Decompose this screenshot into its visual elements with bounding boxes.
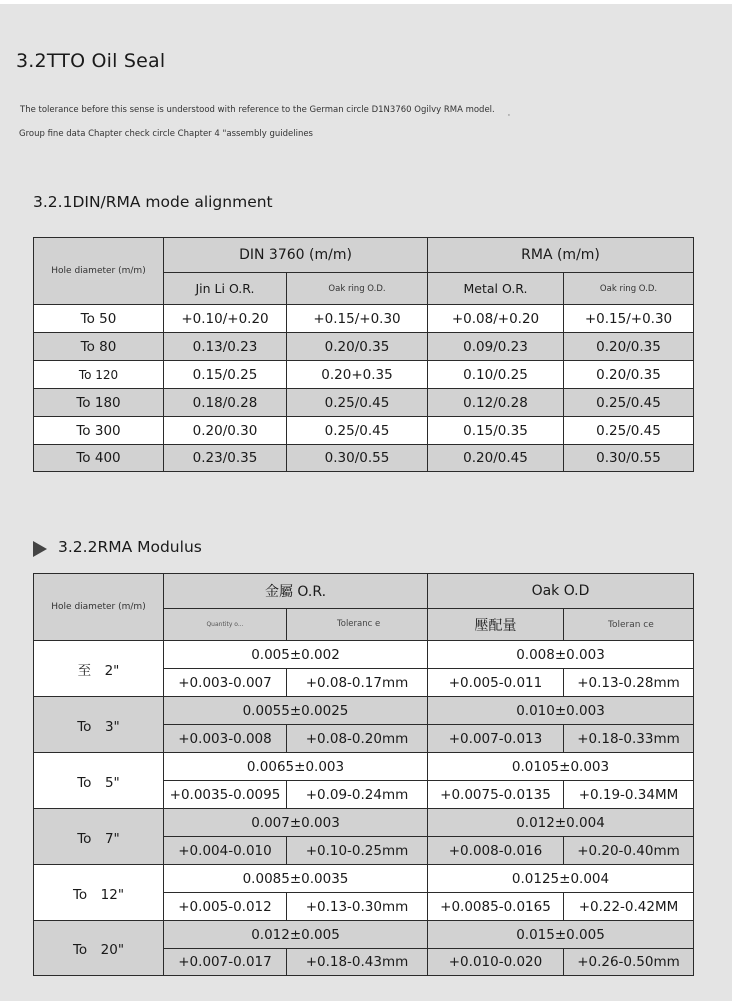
table-row	[34, 305, 694, 333]
value-cell: 0.25/0.45	[287, 389, 428, 417]
value-cell: +0.0035-0.0095	[164, 781, 287, 809]
metal-main-cell: 0.007±0.003	[164, 809, 428, 837]
section-heading-din-rma: 3.2.1DIN/RMA mode alignment	[33, 193, 273, 211]
hole-cell: To 400	[34, 445, 164, 472]
table-row	[34, 445, 694, 472]
value-cell: 0.15/0.35	[428, 417, 564, 445]
header-metal-tolerance: Toleranc e	[287, 609, 428, 641]
header-metal: 金屬 O.R.	[164, 574, 428, 609]
metal-main-cell: 0.0055±0.0025	[164, 697, 428, 725]
value-cell: 0.09/0.23	[428, 333, 564, 361]
value-cell: 0.30/0.55	[564, 445, 694, 472]
value-cell: +0.010-0.020	[428, 949, 564, 976]
header-din: DIN 3760 (m/m)	[164, 238, 428, 273]
hole-cell: To 3"	[34, 697, 164, 753]
note-mark: '	[508, 113, 510, 121]
triangle-bullet-icon	[33, 541, 47, 557]
din-rma-table	[33, 237, 694, 472]
value-cell: +0.003-0.008	[164, 725, 287, 753]
value-cell: +0.08-0.20mm	[287, 725, 428, 753]
value-cell: 0.12/0.28	[428, 389, 564, 417]
table-row	[34, 389, 694, 417]
hole-cell: 至 2"	[34, 641, 164, 697]
oak-main-cell: 0.010±0.003	[428, 697, 694, 725]
value-cell: +0.08-0.17mm	[287, 669, 428, 697]
header-rma-oak: Oak ring O.D.	[564, 273, 694, 305]
value-cell: 0.30/0.55	[287, 445, 428, 472]
header-din-oak: Oak ring O.D.	[287, 273, 428, 305]
metal-main-cell: 0.0085±0.0035	[164, 865, 428, 893]
metal-main-cell: 0.012±0.005	[164, 921, 428, 949]
hole-cell: To 5"	[34, 753, 164, 809]
value-cell: 0.20/0.30	[164, 417, 287, 445]
value-cell: 0.18/0.28	[164, 389, 287, 417]
oak-main-cell: 0.008±0.003	[428, 641, 694, 669]
table-row	[34, 361, 694, 389]
value-cell: +0.13-0.30mm	[287, 893, 428, 921]
value-cell: +0.003-0.007	[164, 669, 287, 697]
value-cell: 0.23/0.35	[164, 445, 287, 472]
table-row	[34, 753, 694, 781]
value-cell: +0.005-0.011	[428, 669, 564, 697]
oak-main-cell: 0.0125±0.004	[428, 865, 694, 893]
value-cell: 0.20/0.35	[564, 361, 694, 389]
value-cell: +0.15/+0.30	[287, 305, 428, 333]
section-heading-rma-modulus	[33, 536, 202, 557]
top-band	[0, 0, 732, 4]
hole-cell: To 180	[34, 389, 164, 417]
value-cell: 0.13/0.23	[164, 333, 287, 361]
page-title: 3.2TTO Oil Seal	[16, 50, 166, 72]
hole-cell: To 7"	[34, 809, 164, 865]
header-din-metal: Jin Li O.R.	[164, 273, 287, 305]
value-cell: 0.20/0.35	[564, 333, 694, 361]
table-row	[34, 809, 694, 837]
hole-cell: To 20"	[34, 921, 164, 976]
table-row	[34, 417, 694, 445]
table-row	[34, 697, 694, 725]
value-cell: 0.25/0.45	[564, 389, 694, 417]
header-metal-quantity: Quantity o...	[164, 609, 287, 641]
header-oak-tolerance: Toleran ce	[564, 609, 694, 641]
table-row	[34, 921, 694, 949]
table-row	[34, 641, 694, 669]
value-cell: +0.09-0.24mm	[287, 781, 428, 809]
oak-main-cell: 0.015±0.005	[428, 921, 694, 949]
header-rma: RMA (m/m)	[428, 238, 694, 273]
guideline-note: Group fine data Chapter check circle Chapter 4 "assembly guidelines	[19, 129, 313, 139]
header-hole-diameter: Hole diameter (m/m)	[34, 574, 164, 641]
value-cell: 0.10/0.25	[428, 361, 564, 389]
value-cell: +0.0075-0.0135	[428, 781, 564, 809]
header-rma-metal: Metal O.R.	[428, 273, 564, 305]
header-oak: Oak O.D	[428, 574, 694, 609]
value-cell: +0.008-0.016	[428, 837, 564, 865]
hole-cell: To 50	[34, 305, 164, 333]
value-cell: 0.15/0.25	[164, 361, 287, 389]
value-cell: +0.10-0.25mm	[287, 837, 428, 865]
value-cell: +0.18-0.33mm	[564, 725, 694, 753]
value-cell: +0.007-0.013	[428, 725, 564, 753]
value-cell: 0.25/0.45	[564, 417, 694, 445]
value-cell: +0.10/+0.20	[164, 305, 287, 333]
value-cell: +0.13-0.28mm	[564, 669, 694, 697]
value-cell: +0.20-0.40mm	[564, 837, 694, 865]
oak-main-cell: 0.0105±0.003	[428, 753, 694, 781]
value-cell: +0.007-0.017	[164, 949, 287, 976]
value-cell: 0.20+0.35	[287, 361, 428, 389]
value-cell: 0.25/0.45	[287, 417, 428, 445]
hole-cell: To 120	[34, 361, 164, 389]
metal-main-cell: 0.005±0.002	[164, 641, 428, 669]
section-heading-text: 3.2.2RMA Modulus	[58, 537, 202, 556]
value-cell: +0.22-0.42MM	[564, 893, 694, 921]
rma-modulus-table	[33, 573, 694, 976]
value-cell: +0.0085-0.0165	[428, 893, 564, 921]
value-cell: +0.15/+0.30	[564, 305, 694, 333]
value-cell: 0.20/0.35	[287, 333, 428, 361]
header-oak-quantity: 壓配量	[428, 609, 564, 641]
value-cell: +0.005-0.012	[164, 893, 287, 921]
table-row	[34, 865, 694, 893]
value-cell: +0.19-0.34MM	[564, 781, 694, 809]
metal-main-cell: 0.0065±0.003	[164, 753, 428, 781]
hole-cell: To 300	[34, 417, 164, 445]
value-cell: +0.26-0.50mm	[564, 949, 694, 976]
oak-main-cell: 0.012±0.004	[428, 809, 694, 837]
value-cell: +0.08/+0.20	[428, 305, 564, 333]
value-cell: +0.004-0.010	[164, 837, 287, 865]
header-hole-diameter: Hole diameter (m/m)	[34, 238, 164, 305]
value-cell: +0.18-0.43mm	[287, 949, 428, 976]
hole-cell: To 80	[34, 333, 164, 361]
tolerance-note: The tolerance before this sense is understood with reference to the German circle D1N3760 Ogilvy RMA model.	[20, 105, 495, 115]
table-row	[34, 333, 694, 361]
hole-cell: To 12"	[34, 865, 164, 921]
value-cell: 0.20/0.45	[428, 445, 564, 472]
